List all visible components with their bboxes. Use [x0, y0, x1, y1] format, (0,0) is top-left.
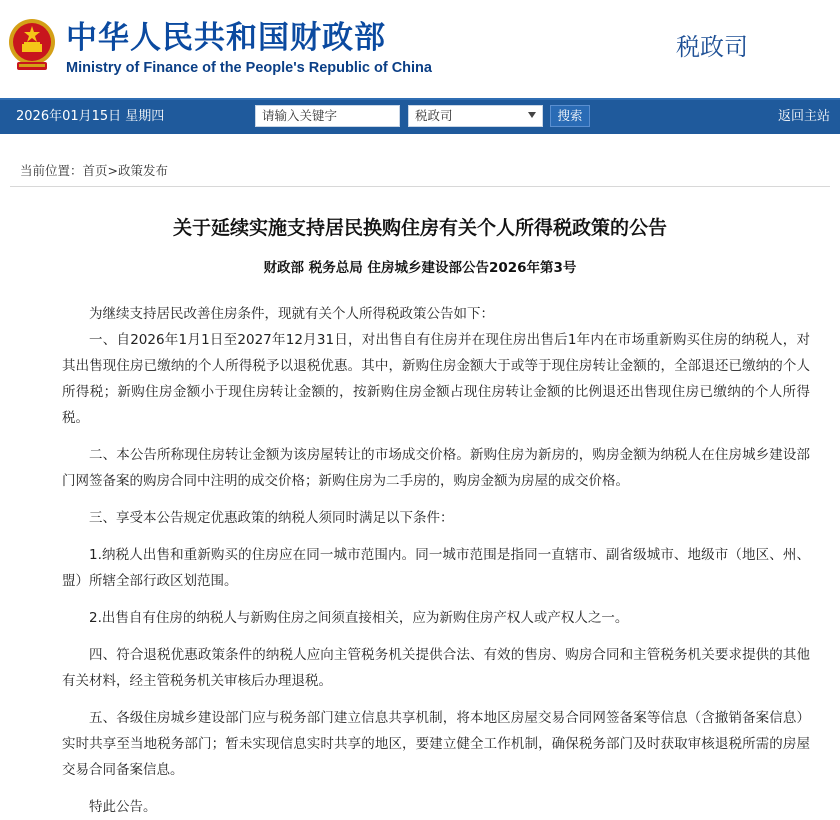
ministry-name-en[interactable]: Ministry of Finance of the People's Republic of China [66, 60, 432, 76]
breadcrumb-separator: > [107, 163, 119, 178]
breadcrumb-home-link[interactable]: 首页 [82, 163, 108, 178]
article-body [62, 301, 810, 820]
search-scope-select[interactable] [408, 105, 543, 127]
breadcrumb-section-link[interactable]: 政策发布 [118, 163, 169, 178]
return-home-link[interactable]: 返回主站 [778, 109, 831, 124]
paragraph-clause-4: 四、符合退税优惠政策条件的纳税人应向主管税务机关提供合法、有效的售房、购房合同和主管税务机关要求提供的其他有关材料，经主管税务机关审核后办理退税。 [62, 647, 810, 689]
site-header [0, 0, 840, 98]
article-title: 关于延续实施支持居民换购住房有关个人所得税政策的公告 [172, 217, 667, 239]
national-emblem-icon[interactable] [7, 14, 57, 76]
paragraph-clause-5: 五、各级住房城乡建设部门应与税务部门建立信息共享机制，将本地区房屋交易合同网签备案等信息（含撤销备案信息）实时共享至当地税务部门；暂未实现信息实时共享的地区，要建立健全工作机制，确保税务部门及时获取审核退税所需的房屋交易合同备案信息。 [62, 710, 810, 778]
paragraph-intro: 为继续支持居民改善住房条件，现就有关个人所得税政策公告如下： [89, 306, 494, 322]
divider [10, 186, 830, 187]
breadcrumb [20, 163, 168, 179]
search-button[interactable]: 搜索 [550, 105, 590, 127]
paragraph-closing: 特此公告。 [89, 799, 157, 815]
paragraph-condition-2: 2.出售自有住房的纳税人与新购住房之间须直接相关，应为新购住房产权人或产权人之一。 [89, 610, 629, 626]
ministry-name-cn[interactable]: 中华人民共和国财政部 [66, 20, 386, 56]
top-navbar [0, 98, 840, 134]
paragraph-clause-2: 二、本公告所称现住房转让金额为该房屋转让的市场成交价格。新购住房为新房的，购房金额为纳税人在住房城乡建设部门网签备案的购房合同中注明的成交价格；新购住房为二手房的，购房金额为房屋的成交价格。 [62, 447, 810, 489]
chevron-down-icon [528, 112, 536, 118]
breadcrumb-prefix: 当前位置： [20, 163, 83, 178]
paragraph-clause-1: 一、自2026年1月1日至2027年12月31日，对出售自有住房并在现住房出售后1年内在市场重新购买住房的纳税人，对其出售现住房已缴纳的个人所得税予以退税优惠。其中，新购住房金额大于或等于现住房转让金额的，全部退还已缴纳的个人所得税；新购住房金额小于现住房转让金额的，按新购住房金额占现住房转让金额的比例退还出售现住房已缴纳的个人所得税。 [62, 332, 810, 426]
department-name: 税政司 [676, 33, 748, 61]
search-input[interactable]: 请输入关键字 [255, 105, 400, 127]
article-document-number: 财政部 税务总局 住房城乡建设部公告2026年第3号 [263, 260, 577, 276]
search-scope-value: 税政司 [415, 108, 453, 123]
current-date: 2026年01月15日 星期四 [16, 109, 165, 124]
paragraph-clause-3: 三、享受本公告规定优惠政策的纳税人须同时满足以下条件： [89, 510, 454, 526]
paragraph-condition-1: 1.纳税人出售和重新购买的住房应在同一城市范围内。同一城市范围是指同一直辖市、副省级城市、地级市（地区、州、盟）所辖全部行政区划范围。 [62, 547, 810, 589]
